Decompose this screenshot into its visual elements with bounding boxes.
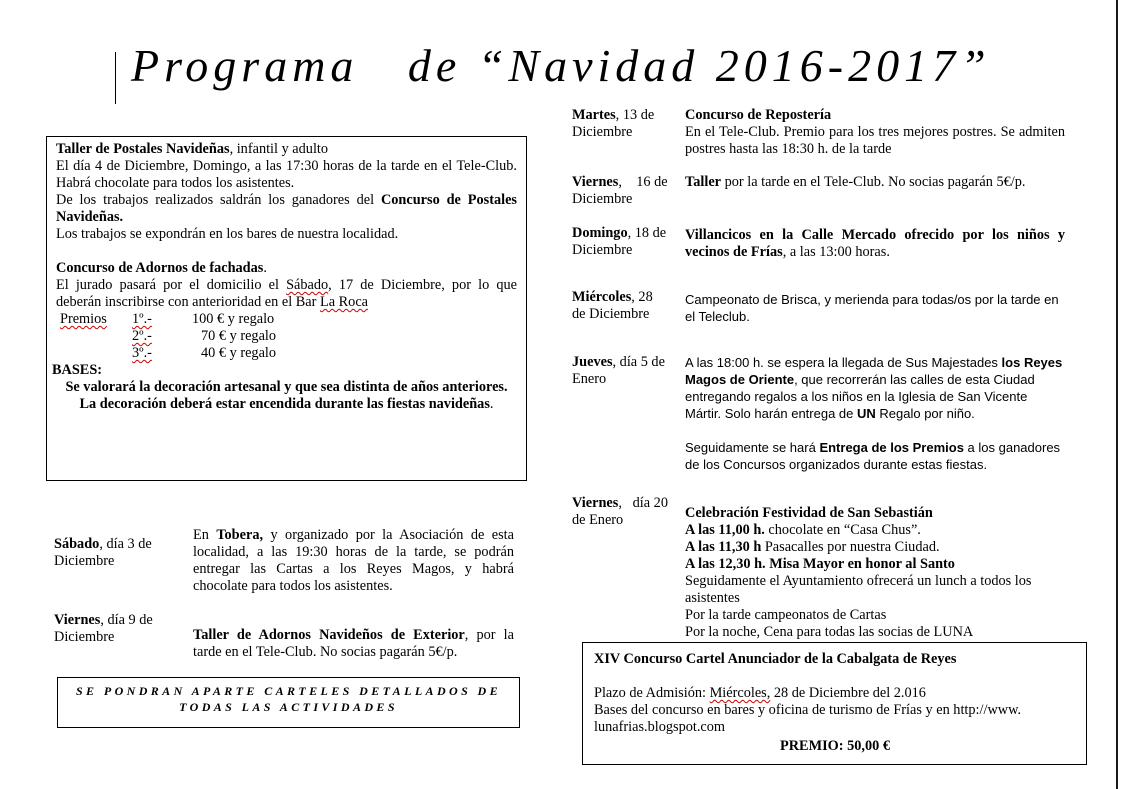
event-heading: Celebración Festividad de San Sebastián — [685, 505, 933, 521]
schedule-line: A las 11,00 h. chocolate en “Casa Chus”. — [685, 522, 921, 538]
postales-line1: El día 4 de Diciembre, Domingo, a las 17:30 horas de la tarde en el Tele-Club. Habrá chocolate para todos los asistentes. — [56, 158, 517, 191]
event-text: Concurso de Repostería En el Tele-Club. Premio para los tres mejores postres. Se admiten postres hasta las 18:30 h. de la tarde — [685, 107, 1065, 157]
event-date: Domingo, 18 de Diciembre — [572, 225, 667, 258]
event-text: A las 18:00 h. se espera la llegada de Sus Majestades los Reyes Magos de Oriente, que recorrerán las calles de esta Ciudad entregando regalos a los niños en la Iglesia de San Vicente Mártir. Solo harán entrega de UN Regalo por niño. Seguidamente se hará Entrega de los Premios a los ganadores de los Concursos organizados durante estas fiestas. — [685, 355, 1063, 472]
event-date: Viernes, día 9 de Diciembre — [54, 612, 153, 645]
postales-line2: De los trabajos realizados saldrán los ganadores del Concurso de Postales Navideñas. — [56, 192, 517, 225]
cartel-heading: XIV Concurso Cartel Anunciador de la Cabalgata de Reyes — [594, 651, 957, 667]
event-text: Taller de Adornos Navideños de Exterior, por la tarde en el Tele-Club. No socias pagarán 5€/p. — [193, 627, 515, 660]
prize-amount: 70 € y regalo — [201, 328, 277, 344]
event-date: Martes, 13 de Diciembre — [572, 107, 655, 140]
event-date: Miércoles, 28 de Diciembre — [572, 289, 653, 322]
bases-label: BASES: — [52, 362, 103, 378]
prizes-list — [56, 311, 517, 362]
notice-text: SE PONDRAN APARTE CARTELES DETALLADOS DE TODAS LAS ACTIVIDADES — [75, 684, 502, 714]
text-cursor — [115, 52, 116, 104]
bases-line1: Se valorará la decoración artesanal y que sea distinta de años anteriores. — [65, 379, 508, 395]
page-title: Programa de “Navidad 2016-2017” — [131, 40, 991, 91]
event-text: Villancicos en la Calle Mercado ofrecido por los niños y vecinos de Frías, a las 13:00 horas. — [685, 227, 1065, 260]
cartel-contest-box — [582, 642, 1087, 765]
prize-amount: 40 € y regalo — [201, 345, 277, 361]
extra-line: Seguidamente el Ayuntamiento ofrecerá un lunch a todos los asistentes — [685, 573, 1032, 606]
bases-line2: La decoración deberá estar encendida durante las fiestas navideñas. — [79, 396, 494, 412]
notice-box — [57, 677, 520, 728]
event-date: Viernes, 16 de Diciembre — [572, 174, 672, 207]
event-text: Campeonato de Brisca, y merienda para todas/os por la tarde en el Teleclub. — [685, 292, 1059, 324]
event-text: En Tobera, y organizado por la Asociación de esta localidad, a las 19:30 horas de la tarde, se podrán entregar las Cartas a los Reyes Magos, y habrá chocolate para todos los asistentes. — [193, 527, 514, 594]
prize-amount: 100 € y regalo — [192, 311, 275, 327]
premios-label: Premios — [60, 311, 107, 327]
event-text: Taller por la tarde en el Tele-Club. No socias pagarán 5€/p. — [685, 174, 1026, 190]
event-text — [685, 505, 1065, 641]
talleres-concursos-box — [46, 136, 527, 481]
prize-place: 1º.- — [132, 311, 152, 327]
postales-line3: Los trabajos se expondrán en los bares de nuestra localidad. — [56, 226, 399, 242]
cartel-bases: Bases del concurso en bares y oficina de turismo de Frías y en http://www. lunafrias.blogspot.com — [594, 702, 1022, 735]
extra-line: Por la noche, Cena para todas las socias de LUNA — [685, 624, 974, 640]
event-date: Jueves, día 5 de Enero — [572, 354, 665, 387]
prize-place: 2º.- — [132, 328, 152, 344]
adornos-heading: Concurso de Adornos de fachadas. — [56, 260, 267, 276]
page-edge-line — [1116, 0, 1118, 789]
prize-place: 3º.- — [132, 345, 152, 361]
postales-heading: Taller de Postales Navideñas, infantil y adulto — [56, 141, 329, 157]
extra-line: Por la tarde campeonatos de Cartas — [685, 607, 887, 623]
schedule-line: A las 12,30 h. Misa Mayor en honor al Santo — [685, 556, 955, 572]
event-date: Viernes, día 20 de Enero — [572, 495, 672, 528]
schedule-line: A las 11,30 h Pasacalles por nuestra Ciudad. — [685, 539, 940, 555]
adornos-text: El jurado pasará por el domicilio el Sábado, 17 de Diciembre, por lo que deberán inscribirse con anterioridad en el Bar La Roca — [56, 277, 517, 310]
event-date: Sábado, día 3 de Diciembre — [54, 536, 152, 569]
cartel-premio: PREMIO: 50,00 € — [780, 738, 890, 754]
cartel-plazo: Plazo de Admisión: Miércoles, 28 de Diciembre del 2.016 — [594, 685, 926, 701]
